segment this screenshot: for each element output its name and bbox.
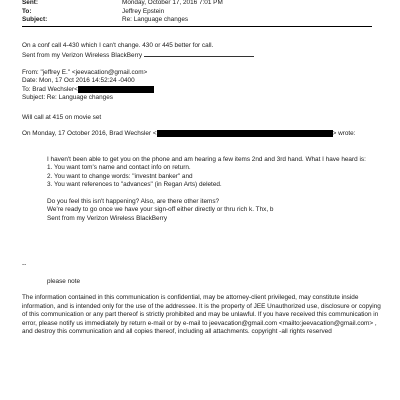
quoted-item: 1. You want tom's name and contact info on return. <box>47 164 191 172</box>
redaction-block <box>78 86 154 93</box>
sent-value: Monday, October 17, 2016 7:01 PM <box>122 0 223 6</box>
sent-row <box>22 0 392 8</box>
fwd-from: From: "jeffrey E." <jeevacation@gmail.com> <box>22 69 148 76</box>
reply-signature: Sent from my Verizon Wireless BlackBerry <box>22 52 143 60</box>
quoted-signature: Sent from my Verizon Wireless BlackBerry <box>47 214 168 222</box>
email-header <box>22 0 392 25</box>
fwd-date: Date: Mon, 17 Oct 2016 14:52:24 -0400 <box>22 77 135 85</box>
reply-line: On a conf call 4-430 which I can't change. 430 or 445 better for call. <box>22 42 214 49</box>
quoted-message <box>47 156 366 223</box>
quoted-intro: I haven't been able to get you on the phone and am hearing a few items 2nd and 3rd hand. What I have heard is: <box>47 156 366 163</box>
reply-signature-line <box>22 50 254 58</box>
to-label: To: <box>22 7 32 15</box>
attribution-line <box>22 130 356 139</box>
reply-block <box>22 42 254 59</box>
redaction-block <box>157 130 333 137</box>
signature-underline <box>144 50 254 57</box>
attribution-start: On Monday, 17 October 2016, Brad Wechsler < <box>22 130 157 138</box>
fwd-body-line: Will call at 415 on movie set <box>22 114 102 121</box>
subject-value: Re: Language changes <box>122 16 189 24</box>
forwarded-header <box>22 69 154 103</box>
attribution-end: > wrote: <box>332 130 356 138</box>
separator: -- <box>22 261 27 268</box>
fwd-to-line <box>22 86 154 94</box>
fwd-subject: Subject: Re: Language changes <box>22 94 113 102</box>
quoted-question: Do you feel this isn't happening? Also, are there other items? <box>47 197 220 205</box>
header-divider <box>22 26 372 27</box>
confidentiality-disclaimer: The information contained in this communication is confidential, may be attorney-client privileged, may constitute inside information, and is intended only for the use of the addressee. It is the property of JEE Unauthorized use, disclosure or copying of this communication or any part thereof is strictly prohibited and may be unlawful. If you have received this communication in error, please notify us immediately by return e-mail or by e-mail to jeevacation@gmail.com <mailto:jeevacation@gmail.com> , and destroy this communication and all copies thereof, including all attachments. copyright -all rights reserved <box>22 294 381 335</box>
quoted-closing: We're ready to go once we have your sign-off either directly or thru rich k. Thx, b <box>47 206 274 214</box>
subject-row <box>22 16 392 25</box>
please-note: please note <box>47 278 81 285</box>
to-value: Jeffrey Epstein <box>122 7 165 15</box>
fwd-to: To: Brad Wechsler< <box>22 85 78 93</box>
sent-label: Sent: <box>22 0 38 6</box>
quoted-item: 3. You want references to "advances" (in Regan Arts) deleted. <box>47 181 222 189</box>
subject-label: Subject: <box>22 16 48 24</box>
to-row <box>22 8 392 17</box>
quoted-item: 2. You want to change words: "investnt banker" and <box>47 172 193 180</box>
